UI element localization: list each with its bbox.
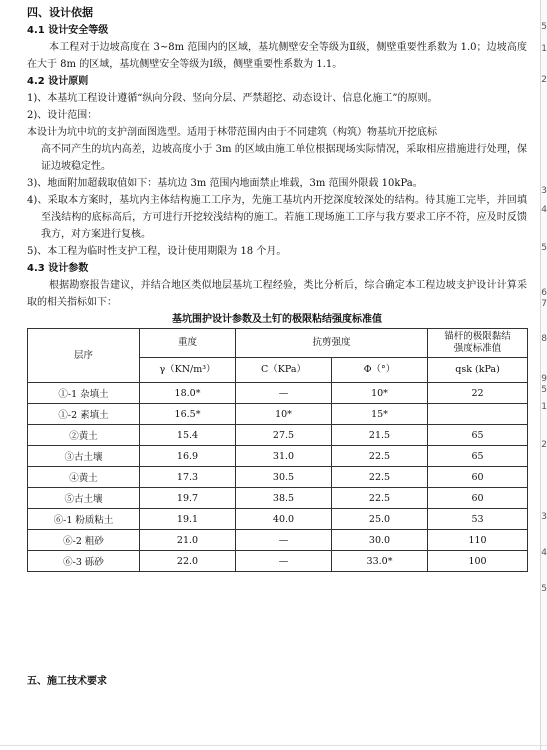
cell-cohesion: — bbox=[236, 383, 332, 404]
table-header-row bbox=[28, 329, 528, 358]
section-4-3-text: 根据勘察报告建议，并结合地区类似地层基坑工程经验，类比分析后，综合确定本工程边坡支护设计计算采取的相关指标如下： bbox=[27, 280, 527, 308]
table-row bbox=[28, 446, 528, 467]
table-row bbox=[28, 509, 528, 530]
header-anchor-bond-strength: 锚杆的极限黏结强度标准值 bbox=[428, 329, 528, 358]
cell-cohesion: — bbox=[236, 530, 332, 551]
table-title: 基坑围护设计参数及土钉的极限粘结强度标准值 bbox=[172, 314, 382, 325]
cell-qsk: 65 bbox=[428, 446, 528, 467]
margin-mark: 4 bbox=[541, 205, 547, 215]
cell-gamma: 17.3 bbox=[140, 467, 236, 488]
margin-mark: 5 bbox=[541, 243, 547, 253]
cell-layer: ⑥-1 粉质粘土 bbox=[28, 509, 140, 530]
design-scope-continuation: 高不同产生的坑内高差，边坡高度小于 3m 的区域由施工单位根据现场实际情况，采取相应措施进行处理，保证边坡稳定性。 bbox=[41, 144, 527, 172]
cell-layer: ①-2 素填土 bbox=[28, 404, 140, 425]
margin-mark: 6 bbox=[541, 288, 547, 298]
principle-item-4: 4)、采取本方案时，基坑内主体结构施工工序为，先施工基坑内开挖深度较深处的结构。待其施工完毕，并回填至浅结构的底标高后，方可进行开挖较浅结构的施工。若施工现场施工工序与我方要求工序不符，应及时反馈我方，对方案进行复核。 bbox=[27, 195, 527, 240]
cell-gamma: 16.5* bbox=[140, 404, 236, 425]
cell-gamma: 18.0* bbox=[140, 383, 236, 404]
cell-gamma: 21.0 bbox=[140, 530, 236, 551]
cell-layer: ⑤古土壤 bbox=[28, 488, 140, 509]
cell-friction-angle: 21.5 bbox=[332, 425, 428, 446]
page-bottom-edge bbox=[0, 745, 547, 750]
cell-qsk: 60 bbox=[428, 467, 528, 488]
margin-mark: 8 bbox=[541, 334, 547, 344]
design-scope-first-line: 本设计为坑中坑的支护剖面图选型。适用于林带范围内由于不同建筑（构筑）物基坑开挖底标 bbox=[27, 127, 437, 138]
principle-item-1: 1)、本基坑工程设计遵循“纵向分段、竖向分层、严禁超挖、动态设计、信息化施工”的原则。 bbox=[27, 93, 438, 104]
cell-cohesion: 38.5 bbox=[236, 488, 332, 509]
cell-cohesion: 31.0 bbox=[236, 446, 332, 467]
section-5-heading: 五、施工技术要求 bbox=[27, 676, 107, 687]
section-4-2-heading: 4.2 设计原则 bbox=[27, 76, 89, 87]
margin-mark: 9 bbox=[541, 374, 547, 384]
cell-gamma: 19.1 bbox=[140, 509, 236, 530]
margin-mark: 1 bbox=[541, 402, 547, 412]
cell-layer: ④黄土 bbox=[28, 467, 140, 488]
cell-friction-angle: 22.5 bbox=[332, 488, 428, 509]
header-layer: 层序 bbox=[28, 329, 140, 383]
table-row bbox=[28, 425, 528, 446]
section-4-3-heading: 4.3 设计参数 bbox=[27, 263, 89, 274]
cell-qsk: 110 bbox=[428, 530, 528, 551]
cell-layer: ②黄土 bbox=[28, 425, 140, 446]
cell-friction-angle: 10* bbox=[332, 383, 428, 404]
cell-gamma: 22.0 bbox=[140, 551, 236, 572]
cell-qsk bbox=[428, 404, 528, 425]
page-content bbox=[27, 4, 527, 572]
cell-layer: ⑥-2 粗砂 bbox=[28, 530, 140, 551]
margin-mark: 2 bbox=[541, 440, 547, 450]
header-friction-angle: Φ（°） bbox=[332, 358, 428, 383]
cell-friction-angle: 33.0* bbox=[332, 551, 428, 572]
section-4-heading: 四、设计依据 bbox=[27, 6, 93, 19]
cell-qsk: 100 bbox=[428, 551, 528, 572]
margin-mark: 1 bbox=[541, 44, 547, 54]
margin-mark: 5 bbox=[541, 584, 547, 594]
margin-mark: 7 bbox=[541, 299, 547, 309]
cell-cohesion: 10* bbox=[236, 404, 332, 425]
section-4-1-heading: 4.1 设计安全等级 bbox=[27, 25, 109, 36]
cell-cohesion: 30.5 bbox=[236, 467, 332, 488]
header-gamma: γ（KN/m³） bbox=[140, 358, 236, 383]
principle-item-5: 5)、本工程为临时性支护工程，设计使用期限为 18 个月。 bbox=[27, 246, 287, 257]
table-row bbox=[28, 467, 528, 488]
soil-parameter-table bbox=[27, 328, 528, 572]
margin-mark: 5 bbox=[541, 22, 547, 32]
cell-qsk: 22 bbox=[428, 383, 528, 404]
cell-friction-angle: 30.0 bbox=[332, 530, 428, 551]
cell-cohesion: — bbox=[236, 551, 332, 572]
adjacent-page-marks bbox=[541, 0, 547, 750]
cell-layer: ①-1 杂填土 bbox=[28, 383, 140, 404]
table-row bbox=[28, 488, 528, 509]
cell-qsk: 60 bbox=[428, 488, 528, 509]
cell-cohesion: 40.0 bbox=[236, 509, 332, 530]
cell-friction-angle: 15* bbox=[332, 404, 428, 425]
section-4-1-text: 本工程对于边坡高度在 3~8m 范围内的区域，基坑侧壁安全等级为Ⅱ级，侧壁重要性系数为 1.0；边坡高度在大于 8m 的区域，基坑侧壁安全等级为Ⅰ级，侧壁重要性系数为 1.1。 bbox=[27, 42, 527, 70]
cell-qsk: 65 bbox=[428, 425, 528, 446]
cell-gamma: 15.4 bbox=[140, 425, 236, 446]
principle-item-2: 2)、设计范围： bbox=[27, 110, 98, 121]
cell-gamma: 19.7 bbox=[140, 488, 236, 509]
cell-friction-angle: 22.5 bbox=[332, 446, 428, 467]
principle-item-3: 3)、地面附加超载取值如下：基坑边 3m 范围内地面禁止堆载，3m 范围外限载 10kPa。 bbox=[27, 178, 423, 189]
margin-mark: 5 bbox=[541, 385, 547, 395]
table-row bbox=[28, 551, 528, 572]
table-row bbox=[28, 404, 528, 425]
cell-qsk: 53 bbox=[428, 509, 528, 530]
cell-friction-angle: 25.0 bbox=[332, 509, 428, 530]
cell-layer: ⑥-3 砾砂 bbox=[28, 551, 140, 572]
margin-mark: 3 bbox=[541, 186, 547, 196]
cell-gamma: 16.9 bbox=[140, 446, 236, 467]
margin-mark: 2 bbox=[541, 75, 547, 85]
header-cohesion: C（KPa） bbox=[236, 358, 332, 383]
header-shear-strength: 抗剪强度 bbox=[236, 329, 428, 358]
header-density: 重度 bbox=[140, 329, 236, 358]
margin-mark: 3 bbox=[541, 512, 547, 522]
cell-layer: ③古土壤 bbox=[28, 446, 140, 467]
cell-friction-angle: 22.5 bbox=[332, 467, 428, 488]
cell-cohesion: 27.5 bbox=[236, 425, 332, 446]
table-row bbox=[28, 530, 528, 551]
table-row bbox=[28, 383, 528, 404]
header-qsk: qsk (kPa) bbox=[428, 358, 528, 383]
margin-mark: 4 bbox=[541, 548, 547, 558]
